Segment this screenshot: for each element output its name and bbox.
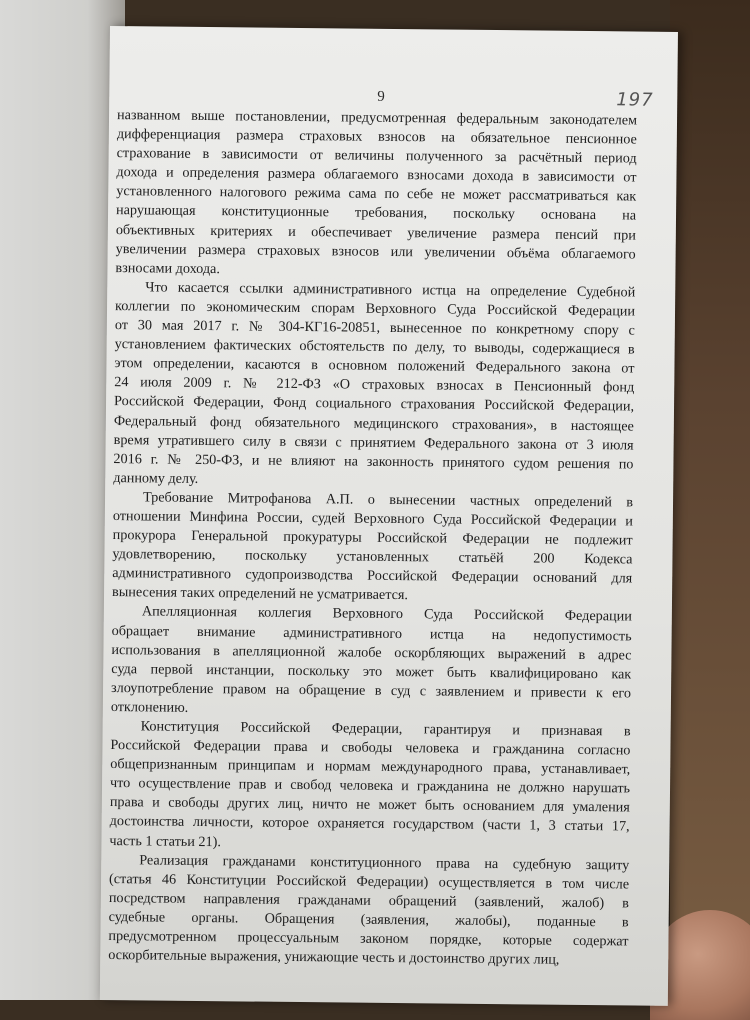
document-page (100, 26, 678, 1006)
text-line: обращает внимание административного истца на недопустимость (111, 622, 632, 645)
text-line: административного судопроизводства Российской Федерации оснований для (112, 565, 633, 587)
text-line: дифференциация размера страховых взносов на обязательное пенсионное (116, 126, 637, 148)
text-line: установленного налогового режима сама по себе не может рассматриваться как (116, 183, 637, 205)
text-line: (статья 46 Конституции Российской Федерации) осуществляется в том числе (108, 870, 630, 893)
paragraph (112, 488, 633, 608)
text-line: злоупотребление правом на обращение в суд с заявлением и привести к его (110, 679, 632, 702)
text-line: от 30 мая 2017 г. № 304-КГ16-20851, вынесенное по конкретному спору с (114, 317, 635, 339)
text-line: отклонению. (110, 698, 189, 716)
handwritten-page-note: 197 (616, 89, 654, 111)
document-body (108, 106, 637, 971)
text-line: Требование Митрофанова А.П. о вынесении частных определений в (142, 489, 634, 511)
text-line: что осуществление прав и свобод человека и гражданина не должно нарушать (109, 775, 631, 797)
text-line: общепризнанным принципам и нормам международного права, устанавливает, (110, 756, 631, 778)
text-line: права и свободы других лиц, ничто не может быть основанием для умаления (109, 794, 630, 816)
text-line: удовлетворению, поскольку установленных статьёй 200 Кодекса (112, 546, 633, 568)
paragraph (115, 106, 637, 283)
text-line: отношении Минфина России, судей Верховного Суда Российской Федерации и (112, 508, 633, 530)
text-line: оскорбительные выражения, унижающие честь и достоинство других лиц, (108, 947, 560, 968)
text-line: вынесения таких определений не усматривается. (111, 584, 409, 604)
paragraph (111, 602, 632, 722)
text-line: достоинства личности, которое охраняется государством (части 1, 3 статьи 17, (109, 813, 630, 835)
text-line: нарушающая конституционные требования, поскольку основана на (115, 202, 637, 224)
text-line: суда первой инстанции, поскольку это может быть квалифицировано как (111, 660, 632, 683)
text-line: часть 1 статьи 21). (109, 832, 222, 850)
text-line: предусмотренном процессуальным законом порядке, которые содержат (108, 928, 629, 950)
text-line: коллегии по экономическим спорам Верховного Суда Российской Федерации (114, 298, 636, 320)
text-line: объективных критериях и обеспечивает увеличение размера пенсий при (115, 221, 636, 244)
text-line: взносами дохода. (115, 259, 221, 277)
paragraph (113, 278, 635, 493)
page-number: 9 (377, 88, 385, 105)
text-line: увеличении размера страховых взносов или увеличении объёма облагаемого (115, 240, 636, 263)
text-line: использования в апелляционной жалобе оскорбляющих выражений в адрес (111, 641, 632, 664)
text-line: 2016 г. № 250-ФЗ, и не влияют на законность принятого судом решения по (113, 450, 634, 473)
text-line: данному делу. (113, 469, 199, 487)
paragraph (109, 717, 630, 856)
text-line: Реализация гражданами конституционного права на судебную защиту (139, 852, 630, 874)
text-line: Апелляционная коллегия Верховного Суда Российской Федерации (141, 603, 632, 625)
text-line: посредством направления гражданами обращений (заявлений, жалоб) в (108, 889, 629, 912)
text-line: Конституция Российской Федерации, гарантируя и признавая в (140, 718, 631, 740)
text-line: прокурора Генеральной прокуратуры Российской Федерации не подлежит (112, 527, 633, 549)
text-line: Что касается ссылки административного истца на определение Судебной (145, 279, 636, 301)
paragraph (108, 851, 629, 971)
background-table (670, 0, 750, 1000)
text-line: дохода и определения размера облагаемого взносами дохода в зависимости от (116, 164, 637, 186)
text-line: 24 июля 2009 г. № 212-ФЗ «О страховых взносах в Пенсионный фонд (114, 374, 635, 396)
text-line: судебные органы. Обращения (заявления, жалобы), поданные в (108, 908, 629, 931)
text-line: Российской Федерации, Фонд социального страхования Российской Федерации, (113, 393, 635, 415)
text-line: время утратившего силу в связи с принятием Федерального закона от 3 июля (113, 431, 634, 454)
text-line: названном выше постановлении, предусмотренная федеральным законодателем (116, 107, 638, 129)
text-line: страхование в зависимости от величины полученного за расчётный период (116, 145, 637, 167)
text-line: Российской Федерации права и свободы человека и гражданина согласно (110, 737, 631, 759)
text-line: этом определении, касаются в основном положений Федерального закона от (114, 355, 635, 377)
text-line: Федеральный фонд обязательного медицинского страхования», в настоящее (113, 412, 634, 435)
text-line: установлением фактических обстоятельств по делу, то выводы, содержащиеся в (114, 336, 635, 358)
